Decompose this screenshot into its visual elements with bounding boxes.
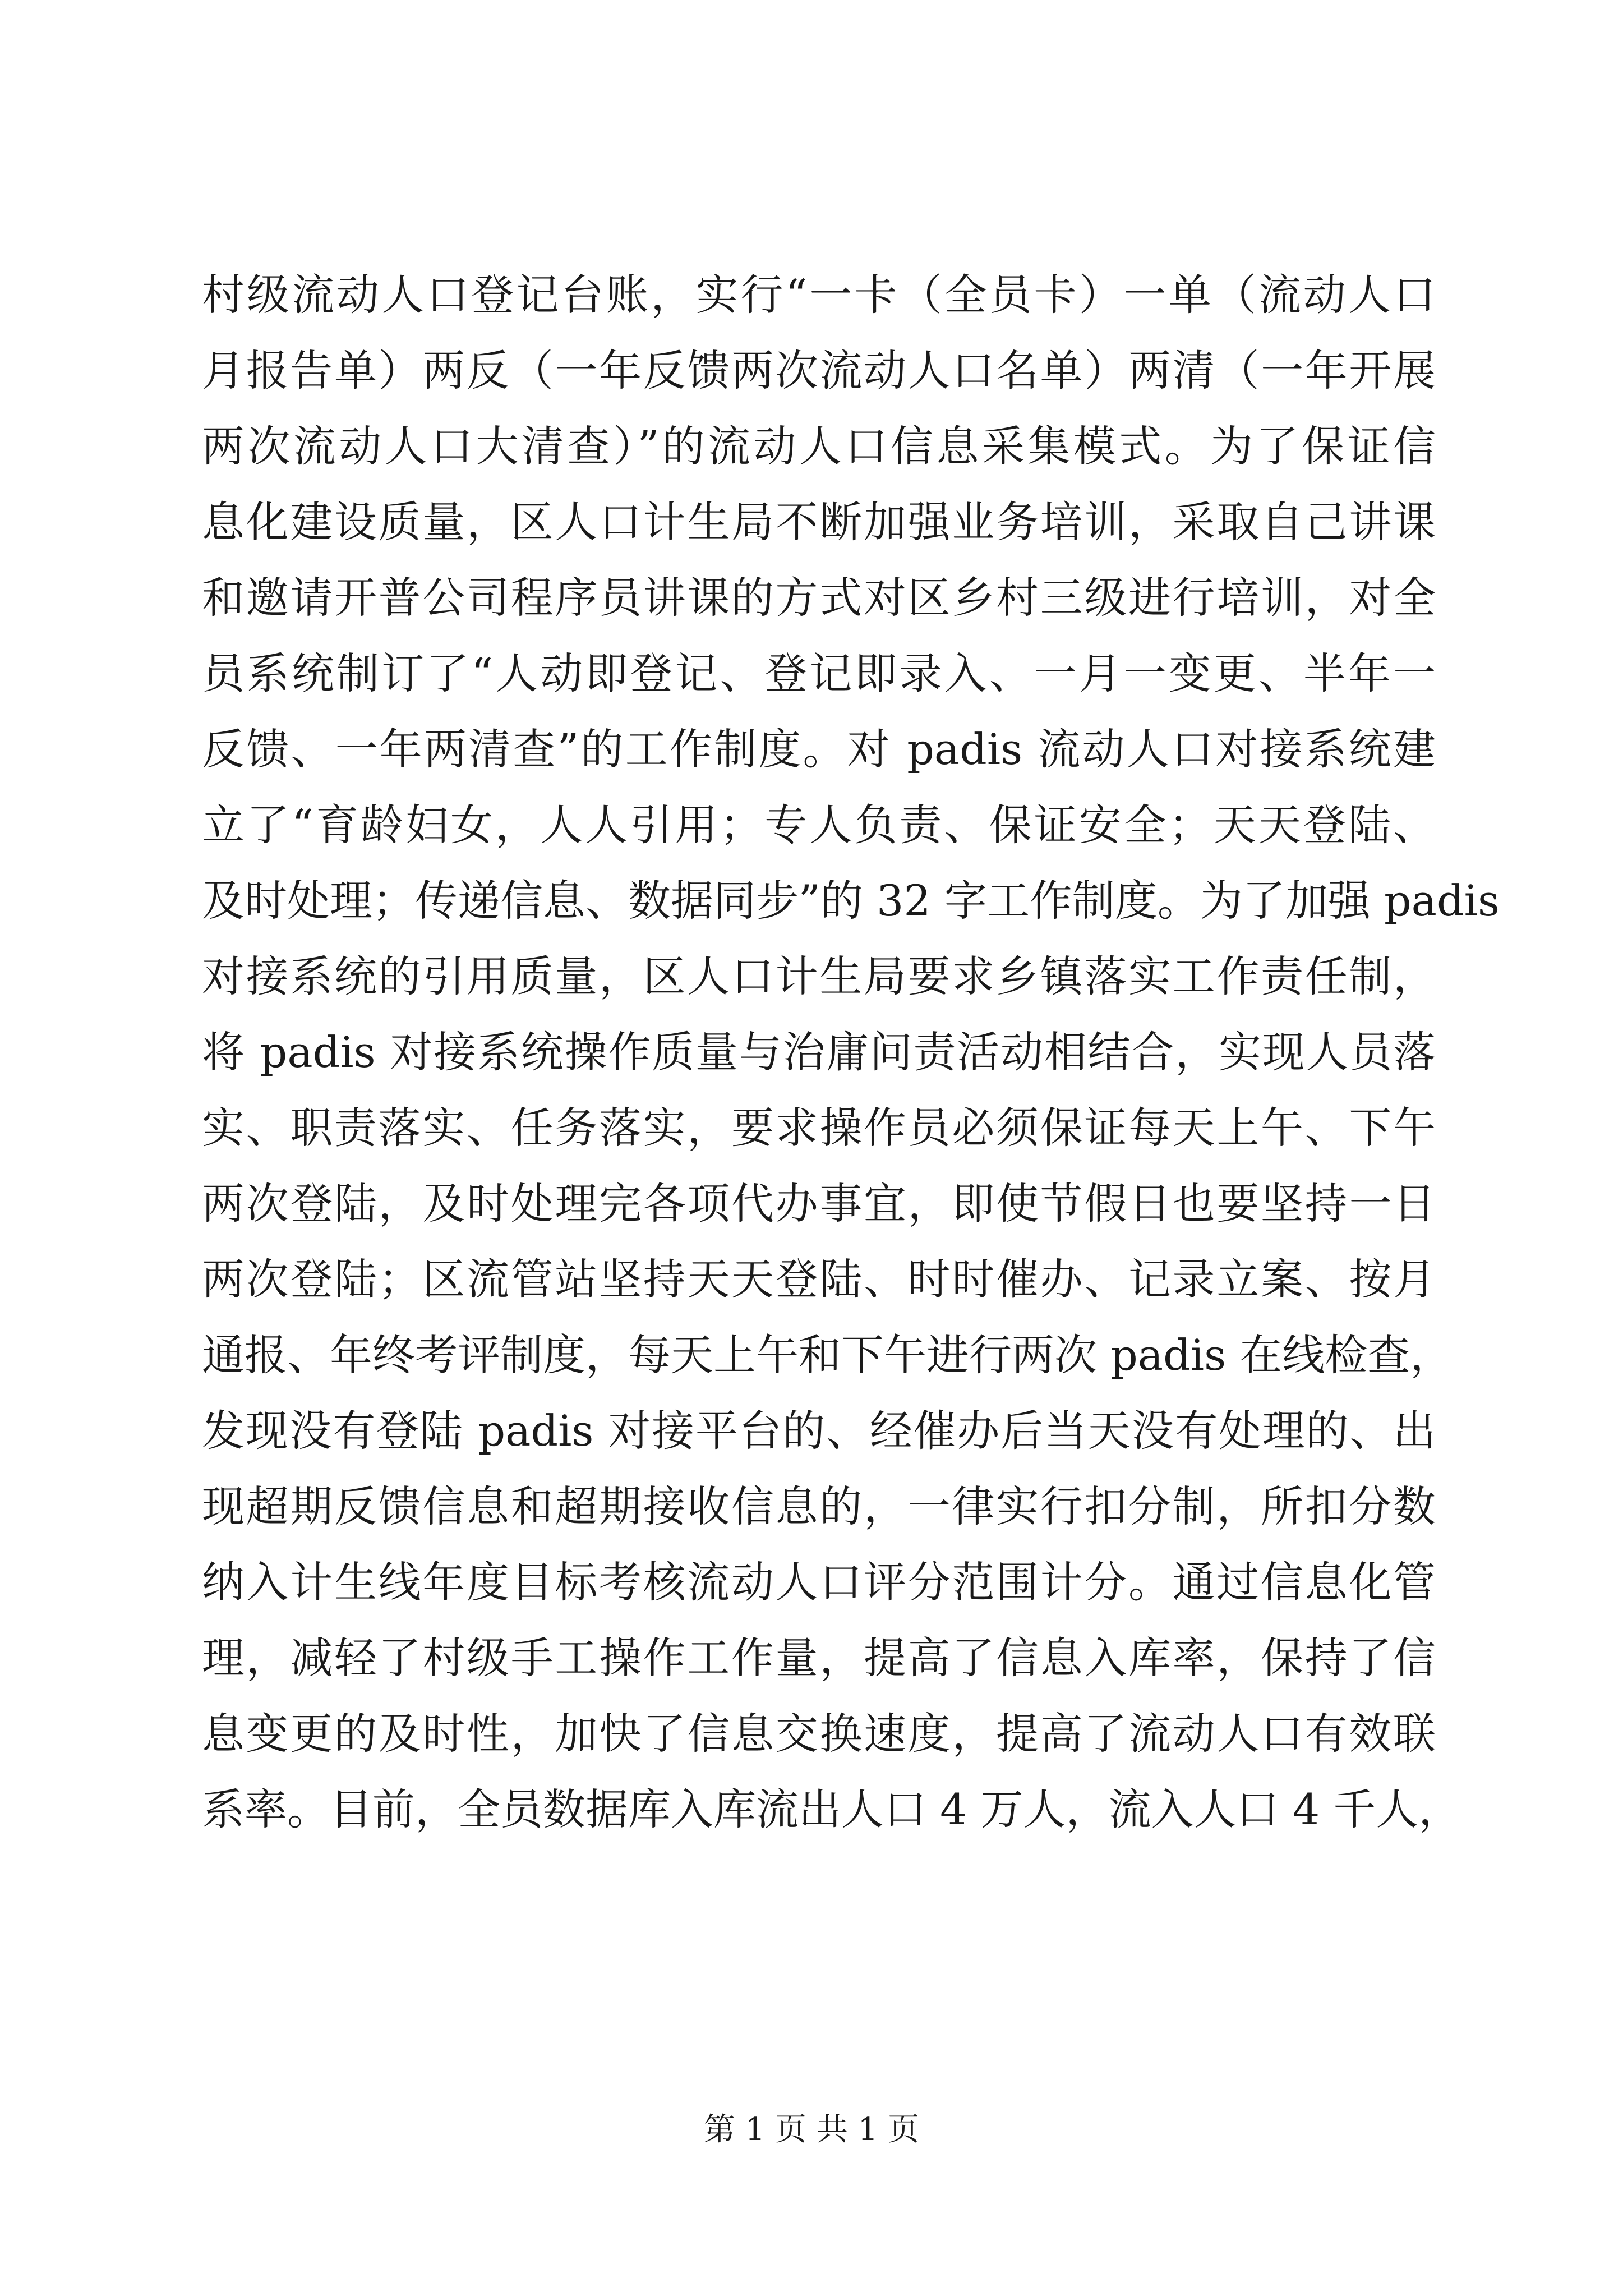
text-line: 及时处理；传递信息、数据同步”的 32 字工作制度。为了加强 padis — [202, 876, 1500, 926]
text-line: 两次登陆，及时处理完各项代办事宜，即使节假日也要坚持一日 — [202, 1179, 1436, 1228]
text-line: 员系统制订了“人动即登记、登记即录入、一月一变更、半年一 — [202, 648, 1436, 698]
text-line: 纳入计生线年度目标考核流动人口评分范围计分。通过信息化管 — [202, 1557, 1436, 1607]
text-line: 对接系统的引用质量，区人口计生局要求乡镇落实工作责任制， — [202, 951, 1436, 1001]
text-line: 息变更的及时性，加快了信息交换速度，提高了流动人口有效联 — [202, 1709, 1436, 1759]
text-line: 月报告单）两反（一年反馈两次流动人口名单）两清（一年开展 — [202, 346, 1436, 395]
text-line: 村级流动人口登记台账，实行“一卡（全员卡）一单（流动人口 — [202, 270, 1436, 320]
text-line: 发现没有登陆 padis 对接平台的、经催办后当天没有处理的、出 — [202, 1406, 1436, 1456]
page-number-label: 第 1 页 共 1 页 — [703, 2111, 920, 2148]
text-line: 两次登陆；区流管站坚持天天登陆、时时催办、记录立案、按月 — [202, 1254, 1436, 1304]
text-line: 现超期反馈信息和超期接收信息的，一律实行扣分制，所扣分数 — [202, 1481, 1436, 1531]
text-line: 通报、年终考评制度，每天上午和下午进行两次 padis 在线检查， — [202, 1330, 1453, 1380]
text-line: 实、职责落实、任务落实，要求操作员必须保证每天上午、下午 — [202, 1103, 1436, 1153]
text-line: 两次流动人口大清查）”的流动人口信息采集模式。为了保证信 — [202, 421, 1436, 471]
body-paragraph — [202, 257, 1500, 1847]
page-footer — [0, 2110, 1623, 2150]
text-line: 立了“育龄妇女，人人引用；专人负责、保证安全；天天登陆、 — [202, 800, 1436, 850]
text-line: 和邀请开普公司程序员讲课的方式对区乡村三级进行培训，对全 — [202, 573, 1436, 623]
text-line: 系率。目前，全员数据库入库流出人口 4 万人，流入人口 4 千人， — [202, 1784, 1461, 1834]
text-line: 反馈、一年两清查”的工作制度。对 padis 流动人口对接系统建 — [202, 724, 1436, 774]
text-line: 息化建设质量，区人口计生局不断加强业务培训，采取自己讲课 — [202, 497, 1436, 547]
text-line: 将 padis 对接系统操作质量与治庸问责活动相结合，实现人员落 — [202, 1027, 1436, 1077]
text-line: 理，减轻了村级手工操作工作量，提高了信息入库率，保持了信 — [202, 1633, 1436, 1683]
